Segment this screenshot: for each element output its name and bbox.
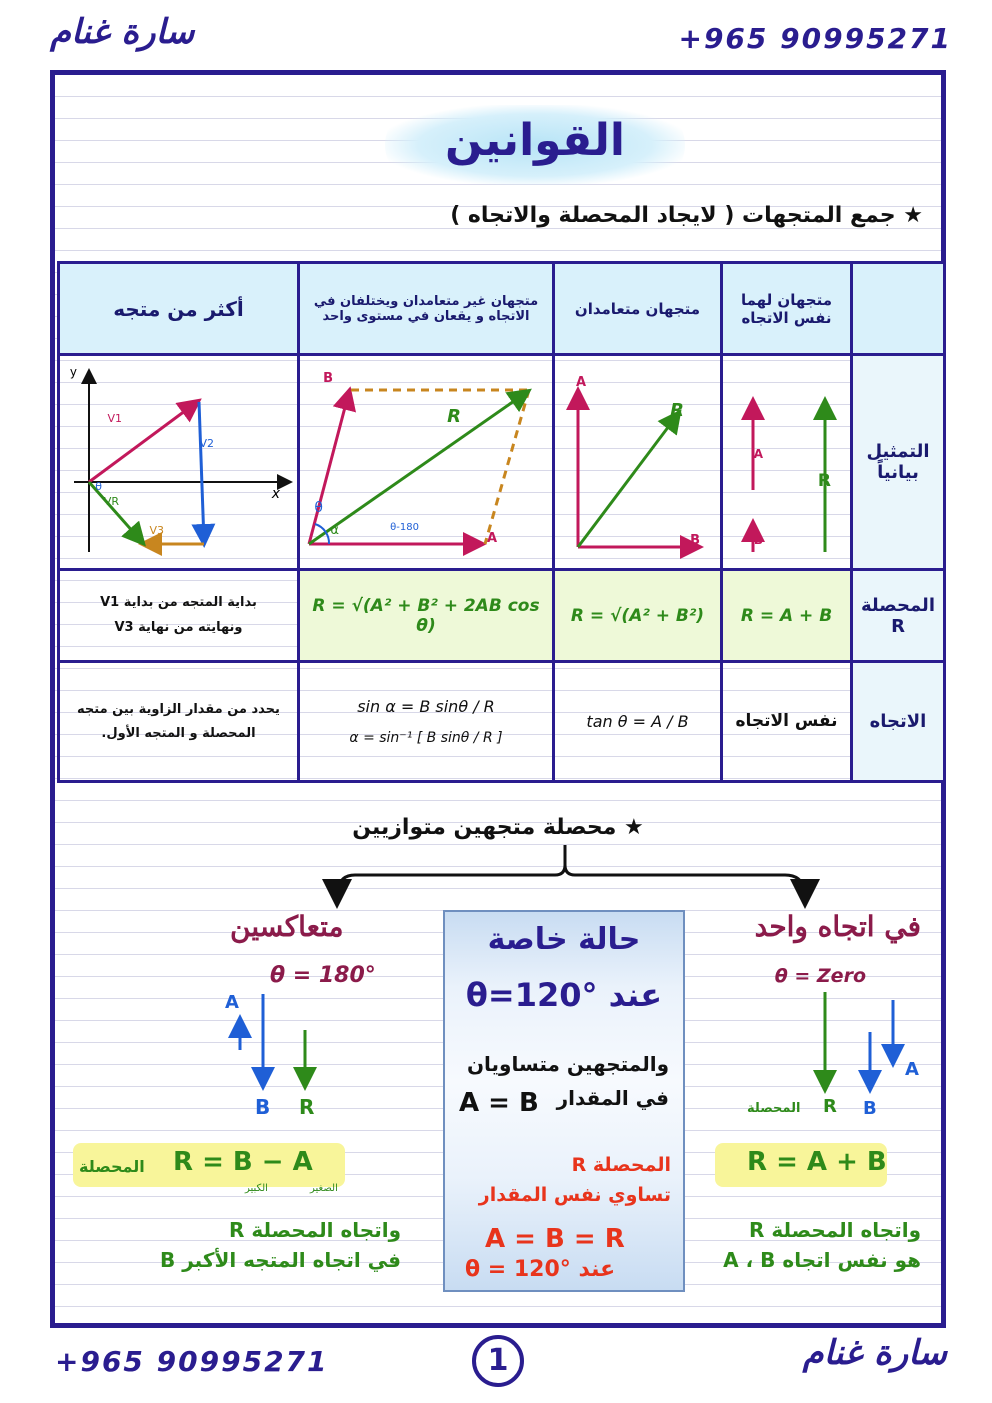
label-a-same: A xyxy=(753,447,763,461)
phone-number-top: +965 90995271 xyxy=(678,22,952,55)
same-label-b: B xyxy=(863,1098,877,1119)
label-b-nonperp: B xyxy=(323,371,333,386)
special-case-note xyxy=(479,1150,671,1211)
graph-perpendicular xyxy=(554,355,722,570)
opposite-small-label: الصغير xyxy=(310,1183,338,1194)
label-a-perp: A xyxy=(575,375,586,390)
branch-arrows xyxy=(275,837,835,917)
label-v2: V2 xyxy=(198,437,214,450)
direction-alpha-inverse: α = sin⁻¹ [ B sinθ / R ] xyxy=(349,730,503,746)
label-theta-nonperp: θ xyxy=(314,500,323,516)
opposite-title: متعاكسين xyxy=(230,910,344,943)
direction-same: نفس الاتجاه xyxy=(735,711,838,732)
table-row-graph xyxy=(59,355,945,570)
special-equal-line1: والمتجهين متساويان xyxy=(466,1052,669,1076)
page-number: 1 xyxy=(472,1335,524,1387)
opposite-formula: R = B − A xyxy=(173,1147,313,1177)
same-theta: θ = Zero xyxy=(774,965,866,987)
opposite-label-r: R xyxy=(299,1095,315,1119)
opposite-label-a: A xyxy=(225,992,239,1013)
opposite-vectors-graphic xyxy=(215,990,345,1120)
label-v1: V1 xyxy=(106,412,122,425)
label-a-nonperp: A xyxy=(486,531,497,546)
opposite-note-line1: واتجاه المحصلة R xyxy=(228,1218,401,1242)
opposite-note-line2: في اتجاه المتجه الأكبر B xyxy=(160,1248,401,1272)
label-alpha: α xyxy=(330,523,339,538)
label-b-same: B xyxy=(753,533,763,547)
same-direction-title: في اتجاه واحد xyxy=(754,910,921,943)
same-resultant-label: المحصلة xyxy=(747,1101,801,1116)
title-highlight xyxy=(385,105,685,185)
same-formula: R = A + B xyxy=(747,1147,887,1177)
col-corner xyxy=(852,263,945,355)
opposite-big-label: الكبير xyxy=(245,1183,268,1194)
opposite-theta: θ = 180° xyxy=(270,963,376,988)
opposite-formula-label: المحصلة xyxy=(79,1157,145,1176)
same-note-line2: هو نفس اتجاه A ، B xyxy=(723,1248,921,1272)
phone-number-bottom: +965 90995271 xyxy=(55,1345,329,1378)
author-name-bottom: سارة غنام xyxy=(802,1333,947,1373)
label-theta-multi: θ xyxy=(94,480,102,493)
opposite-note xyxy=(160,1215,401,1275)
label-r-nonperp: R xyxy=(447,406,461,427)
row-head-direction: الاتجاه xyxy=(852,662,945,782)
table-header-row xyxy=(59,263,945,355)
same-label-r: R xyxy=(823,1096,837,1117)
resultant-perpendicular: R = √(A² + B²) xyxy=(570,605,705,626)
direction-perpendicular: tan θ = A / B xyxy=(586,712,689,731)
direction-perpendicular-cell xyxy=(554,662,722,782)
label-r-same: R xyxy=(817,471,831,491)
col-multiple-vectors: أكثر من متجه xyxy=(59,263,299,355)
special-note-line2: تساوي نفس المقدار xyxy=(478,1184,671,1207)
special-note-line1: المحصلة R xyxy=(571,1154,671,1176)
label-r-perp: R xyxy=(669,400,684,421)
special-equal-line2: في المقدار xyxy=(556,1086,669,1110)
opposite-label-b: B xyxy=(255,1095,271,1119)
axis-x-label: x xyxy=(271,486,280,502)
same-note-line1: واتجاه المحصلة R xyxy=(748,1218,921,1242)
special-eq-all: A = B = R xyxy=(485,1224,625,1254)
table-row-direction xyxy=(59,662,945,782)
col-non-perpendicular: متجهان غير متعامدان ويختلفان في الاتجاه و يقعان في مستوى واحد xyxy=(299,263,554,355)
author-name-top: سارة غنام xyxy=(50,12,195,52)
resultant-non-perpendicular: R = √(A² + B² + 2AB cos θ) xyxy=(312,595,540,636)
label-vr: VR xyxy=(103,495,119,508)
table-row-resultant xyxy=(59,570,945,662)
vector-rules-table xyxy=(57,261,946,783)
resultant-multiple-line2: ونهايته من نهاية V3 xyxy=(114,619,243,635)
resultant-perpendicular-cell xyxy=(554,570,722,662)
special-case-angle: عند θ=120° xyxy=(465,976,663,1014)
same-note xyxy=(723,1215,921,1275)
same-direction-vectors-graphic xyxy=(745,990,935,1120)
label-b-perp: B xyxy=(689,533,700,548)
resultant-multiple-line1: بداية المتجه من بداية V1 xyxy=(100,594,257,610)
direction-multiple: يحدد من مقدار الزاوية بين متجه المحصلة و المتجه الأول. xyxy=(59,662,299,782)
col-same-direction: متجهان لهما نفس الاتجاه xyxy=(722,263,852,355)
label-supplement: 180-θ xyxy=(390,522,419,533)
direction-sin-alpha: sin α = B sinθ / R xyxy=(357,697,495,716)
page-title: القوانين xyxy=(444,115,626,166)
resultant-same-direction-cell xyxy=(722,570,852,662)
graph-multiple-vectors xyxy=(59,355,299,570)
same-label-a: A xyxy=(905,1059,919,1080)
resultant-same-direction: R = A + B xyxy=(740,605,833,626)
col-perpendicular: متجهان متعامدان xyxy=(554,263,722,355)
resultant-non-perpendicular-cell xyxy=(299,570,554,662)
section-vector-addition-heading: ★ جمع المتجهات ( لايجاد المحصلة والاتجاه ) xyxy=(450,203,923,228)
special-equal-formula: A = B xyxy=(459,1088,539,1118)
row-head-resultant: المحصلة R xyxy=(852,570,945,662)
special-case-title: حالة خاصة xyxy=(487,922,641,957)
label-v3: V3 xyxy=(148,524,164,537)
axis-y-label: y xyxy=(69,365,77,379)
row-head-graph: التمثيل بيانياً xyxy=(852,355,945,570)
section-parallel-heading: ★ محصلة متجهين متوازيين xyxy=(352,815,644,840)
direction-same-cell xyxy=(722,662,852,782)
graph-same-direction xyxy=(722,355,852,570)
page-frame xyxy=(50,70,946,1328)
resultant-multiple xyxy=(59,570,299,662)
special-case-card xyxy=(443,910,685,1292)
special-eq-at: عند θ = 120° xyxy=(465,1257,616,1282)
direction-non-perpendicular xyxy=(299,662,554,782)
graph-non-perpendicular xyxy=(299,355,554,570)
